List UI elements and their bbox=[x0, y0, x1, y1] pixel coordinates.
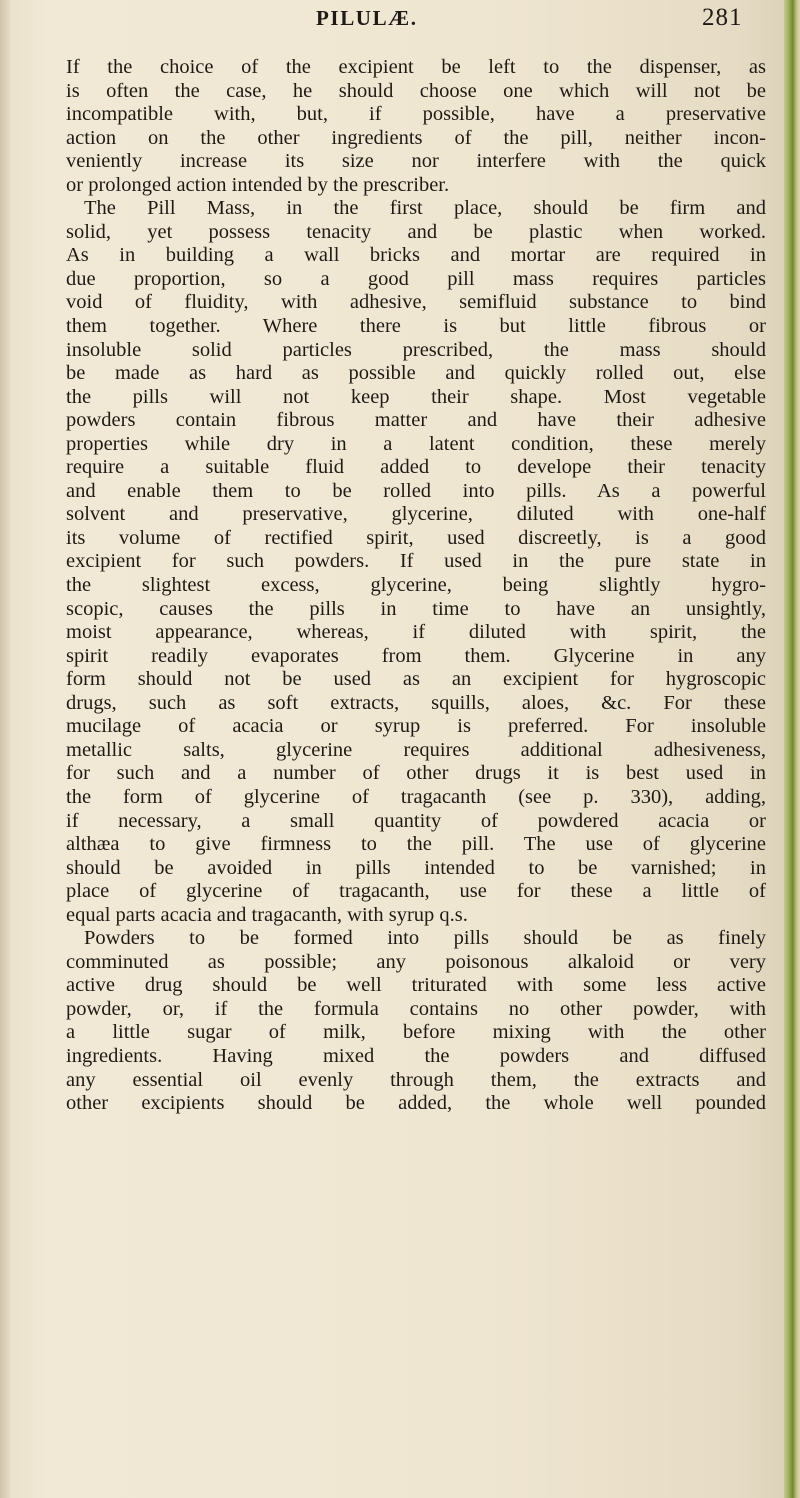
text-line: insoluble solid particles prescribed, the mass should bbox=[66, 338, 766, 361]
text-line: if necessary, a small quantity of powdered acacia or bbox=[66, 809, 766, 832]
page-number: 281 bbox=[702, 4, 743, 31]
text-line: a little sugar of milk, before mixing with the other bbox=[66, 1021, 766, 1044]
text-line: As in building a wall bricks and mortar are required in bbox=[66, 244, 766, 267]
text-line: is often the case, he should choose one which will not be bbox=[66, 79, 766, 102]
text-line: the pills will not keep their shape. Most vegetable bbox=[66, 385, 766, 408]
text-line: incompatible with, but, if possible, have a preservative bbox=[66, 103, 766, 126]
book-gutter-edge bbox=[784, 0, 800, 1498]
text-line: action on the other ingredients of the pill, neither incon- bbox=[66, 126, 766, 149]
text-line: The Pill Mass, in the first place, should be firm and bbox=[84, 197, 766, 220]
text-line: excipient for such powders. If used in the pure state in bbox=[66, 550, 766, 573]
running-title: PILULÆ. bbox=[316, 6, 418, 30]
text-line: any essential oil evenly through them, the extracts and bbox=[66, 1068, 766, 1091]
text-line: drugs, such as soft extracts, squills, aloes, &c. For these bbox=[66, 691, 766, 714]
text-line: its volume of rectified spirit, used discreetly, is a good bbox=[66, 526, 766, 549]
text-line: Powders to be formed into pills should be as finely bbox=[84, 927, 766, 950]
text-line: should be avoided in pills intended to be varnished; in bbox=[66, 856, 766, 879]
text-line: ingredients. Having mixed the powders and diffused bbox=[66, 1044, 766, 1067]
text-line: place of glycerine of tragacanth, use for these a little of bbox=[66, 880, 766, 903]
text-line: form should not be used as an excipient for hygroscopic bbox=[66, 668, 766, 691]
text-line: the form of glycerine of tragacanth (see p. 330), adding, bbox=[66, 785, 766, 808]
text-line: althæa to give firmness to the pill. The use of glycerine bbox=[66, 833, 766, 856]
text-line: comminuted as possible; any poisonous alkaloid or very bbox=[66, 950, 766, 973]
body-text bbox=[66, 56, 766, 1116]
text-line: the slightest excess, glycerine, being slightly hygro- bbox=[66, 574, 766, 597]
page-left-edge bbox=[0, 0, 10, 1498]
text-line: them together. Where there is but little fibrous or bbox=[66, 315, 766, 338]
text-line: require a suitable fluid added to develope their tenacity bbox=[66, 456, 766, 479]
text-line: other excipients should be added, the whole well pounded bbox=[66, 1092, 766, 1115]
text-line: scopic, causes the pills in time to have an unsightly, bbox=[66, 597, 766, 620]
text-line: active drug should be well triturated with some less active bbox=[66, 974, 766, 997]
text-line: and enable them to be rolled into pills. As a powerful bbox=[66, 479, 766, 502]
text-line: due proportion, so a good pill mass requires particles bbox=[66, 267, 766, 290]
text-line: for such and a number of other drugs it is best used in bbox=[66, 762, 766, 785]
text-line: solid, yet possess tenacity and be plastic when worked. bbox=[66, 220, 766, 243]
text-line: or prolonged action intended by the prescriber. bbox=[66, 173, 450, 196]
text-line: moist appearance, whereas, if diluted with spirit, the bbox=[66, 621, 766, 644]
text-line: spirit readily evaporates from them. Glycerine in any bbox=[66, 644, 766, 667]
text-line: powder, or, if the formula contains no other powder, with bbox=[66, 997, 766, 1020]
text-line: mucilage of acacia or syrup is preferred. For insoluble bbox=[66, 715, 766, 738]
text-line: void of fluidity, with adhesive, semifluid substance to bind bbox=[66, 291, 766, 314]
text-line: equal parts acacia and tragacanth, with syrup q.s. bbox=[66, 903, 468, 926]
running-header bbox=[0, 4, 800, 44]
text-line: veniently increase its size nor interfere with the quick bbox=[66, 150, 766, 173]
text-line: If the choice of the excipient be left to the dispenser, as bbox=[66, 56, 766, 78]
text-line: metallic salts, glycerine requires additional adhesiveness, bbox=[66, 738, 766, 761]
text-line: be made as hard as possible and quickly rolled out, else bbox=[66, 362, 766, 385]
text-line: properties while dry in a latent condition, these merely bbox=[66, 432, 766, 455]
text-line: powders contain fibrous matter and have their adhesive bbox=[66, 409, 766, 432]
text-line: solvent and preservative, glycerine, diluted with one-half bbox=[66, 503, 766, 526]
